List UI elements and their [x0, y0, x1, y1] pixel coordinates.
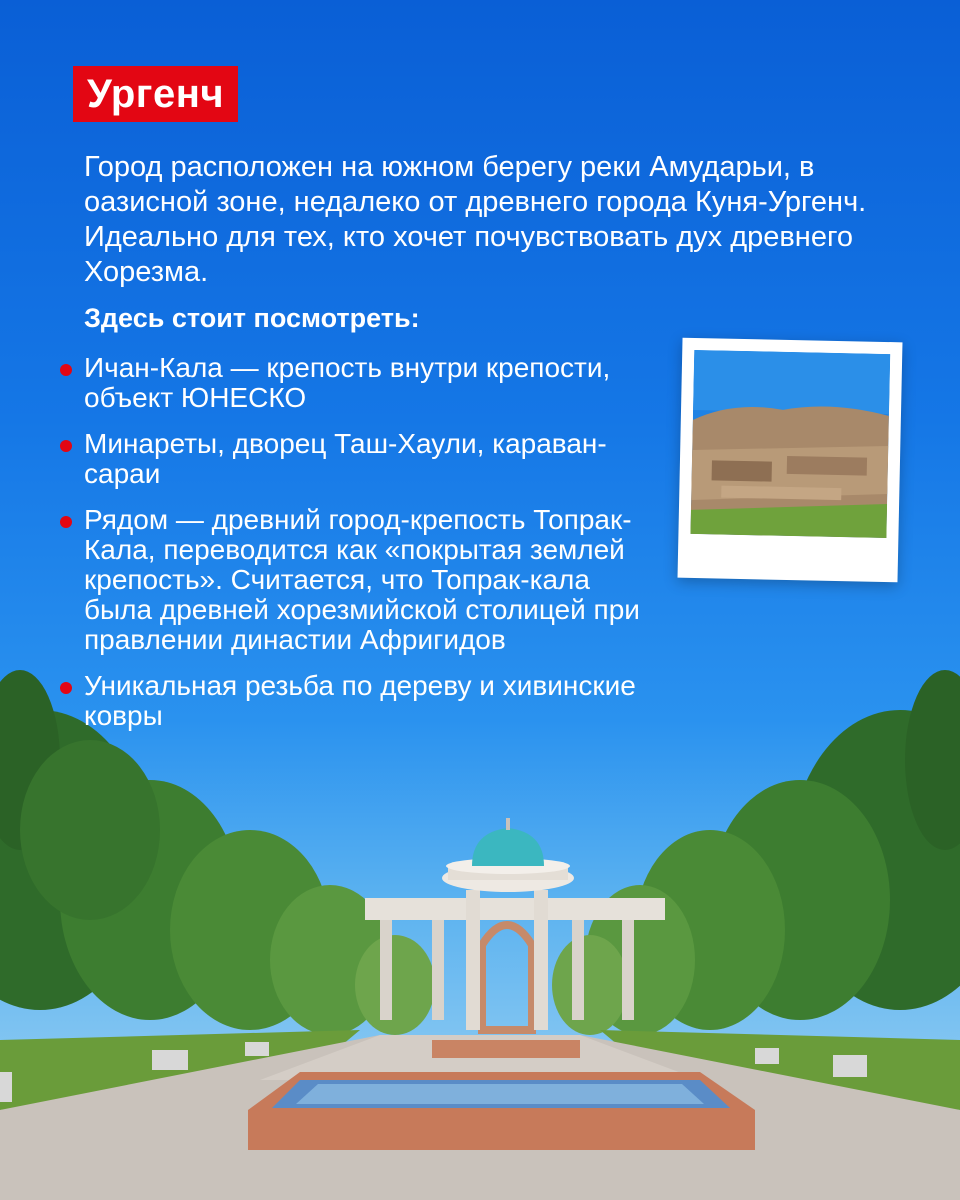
attractions-list [60, 353, 660, 747]
list-item-text: Рядом — древний город-крепость Топрак-Кала, переводится как «покрытая землей крепость». Считается, что Топрак-кала была древней хорезмийской столицей при правлении династии Афригидов [84, 504, 640, 655]
list-item-text: Ичан-Кала — крепость внутри крепости, объект ЮНЕСКО [84, 352, 611, 413]
list-item [60, 429, 660, 489]
list-item-text: Минареты, дворец Таш-Хаули, караван-сараи [84, 428, 607, 489]
page-title: Ургенч [87, 71, 225, 116]
section-heading: Здесь стоит посмотреть: [84, 303, 420, 333]
bullet-icon [60, 440, 72, 452]
intro-paragraph: Город расположен на южном берегу реки Амударьи, в оазисной зоне, недалеко от древнего города Куня-Ургенч. Идеально для тех, кто хочет почувствовать дух древнего Хорезма. [84, 151, 867, 288]
bullet-icon [60, 682, 72, 694]
list-item [60, 505, 660, 655]
title-banner [73, 66, 238, 122]
toprak-kala-ruins-image [690, 350, 890, 538]
list-item-text: Уникальная резьба по дереву и хивинские ковры [84, 670, 636, 731]
bullet-icon [60, 516, 72, 528]
list-item [60, 353, 660, 413]
list-item [60, 671, 660, 731]
bullet-icon [60, 364, 72, 376]
polaroid-photo [678, 338, 903, 583]
